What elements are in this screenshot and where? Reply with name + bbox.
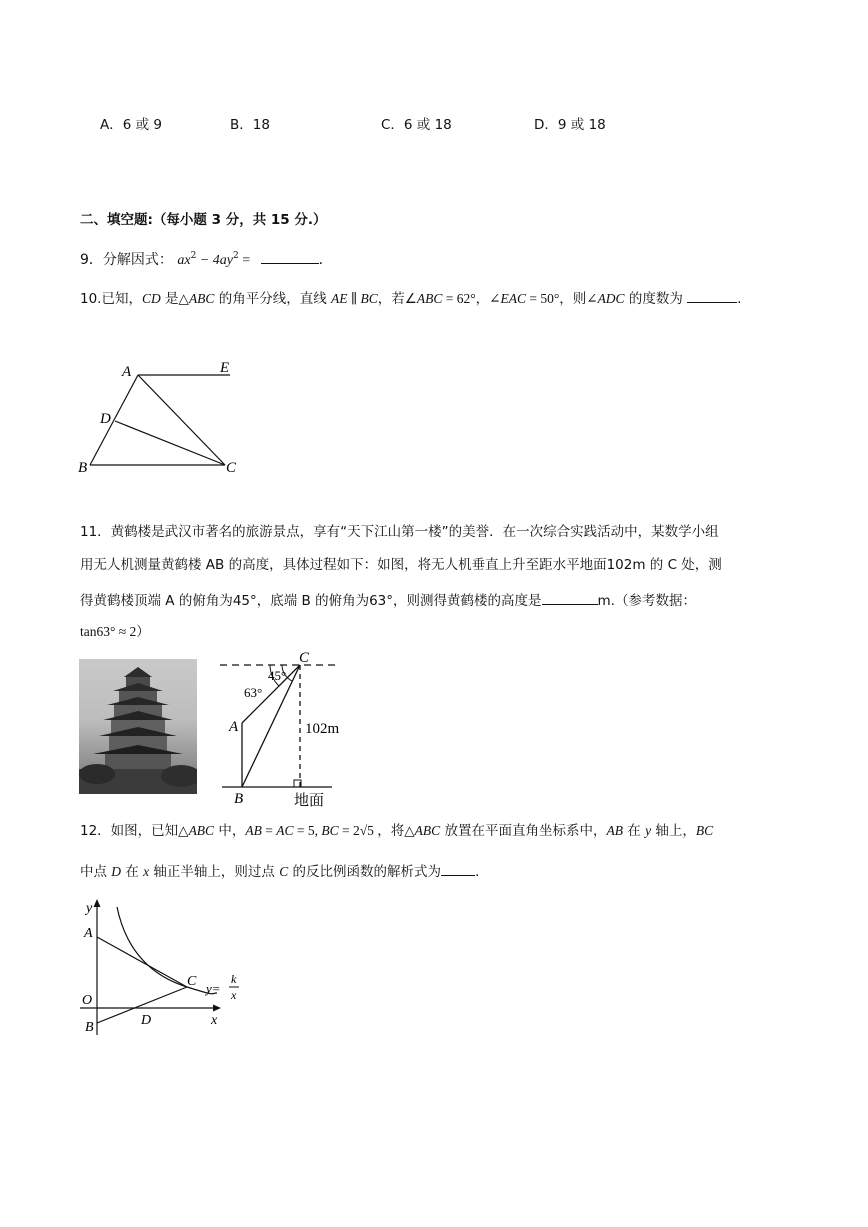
q12-l2-2: 在 <box>121 864 144 880</box>
triangle-figure <box>70 350 250 485</box>
tower-photo <box>79 659 197 794</box>
q12-line2 <box>80 863 479 880</box>
choice-c: C．6 或 18 <box>381 117 452 133</box>
y-axis-label: y <box>86 901 93 916</box>
q12-suffix: . <box>475 864 480 880</box>
q12-l1-15: BC <box>695 823 714 838</box>
function-k-label: k <box>231 972 237 986</box>
label-d: D <box>141 1013 152 1028</box>
q10-t7: BC <box>360 291 378 306</box>
line-ac <box>97 937 187 987</box>
label-a: A <box>84 926 93 941</box>
choice-d: D．9 或 18 <box>534 117 606 133</box>
answer-blank-11[interactable] <box>542 592 598 605</box>
x-axis-label: x <box>211 1013 218 1028</box>
q12-l2-6: 的反比例函数的解析式为 <box>288 864 442 880</box>
q12-l1-0: 12．如图，已知△ <box>80 823 189 839</box>
q10-t9: ABC <box>416 291 443 306</box>
ground-label: 地面 <box>294 793 325 809</box>
q12-l1-10: 放置在平面直角坐标系中， <box>440 823 607 839</box>
label-d: D <box>100 411 111 427</box>
question-10 <box>80 290 741 307</box>
q10-t3: ABC <box>188 291 215 306</box>
q12-line1 <box>80 823 713 839</box>
q12-l2-0: 中点 <box>80 864 112 880</box>
function-x-label: x <box>231 988 237 1002</box>
q12-l1-11: AB <box>606 823 623 838</box>
angle-63-label: 63° <box>244 685 263 700</box>
q10-t4: 的角平分线，直线 <box>214 291 332 307</box>
q12-l2-3: x <box>143 864 150 879</box>
q12-l1-13: y <box>645 823 652 838</box>
answer-blank-9[interactable] <box>261 251 319 264</box>
q10-t10: = 62°，∠ <box>442 291 501 306</box>
q10-t6: ∥ <box>347 291 361 306</box>
q10-t0: 10.已知， <box>80 291 142 307</box>
label-c: C <box>187 974 197 989</box>
q9-exp1: 2 <box>190 251 197 261</box>
q12-l1-2: 中， <box>214 823 246 839</box>
hyperbola-curve <box>117 907 217 994</box>
x-axis-arrow <box>213 1005 221 1012</box>
q12-l1-8: = 2√5 ，将△ <box>338 823 415 838</box>
label-c: C <box>299 650 310 666</box>
label-c: C <box>226 460 237 476</box>
angle-45-label: 45° <box>268 668 287 683</box>
tower-illustration <box>79 659 197 794</box>
q12-l1-12: 在 <box>622 823 646 839</box>
q12-l1-1: ABC <box>188 823 215 838</box>
label-a: A <box>229 719 239 735</box>
q10-t5: AE <box>331 291 348 306</box>
q9-prefix: 9．分解因式： <box>80 252 173 268</box>
label-a: A <box>122 364 132 380</box>
q9-expr-c: = <box>238 253 251 268</box>
y-axis-arrow <box>94 899 101 907</box>
q10-t8: ，若∠ <box>377 291 417 307</box>
label-o: O <box>82 993 93 1008</box>
q12-l1-14: 轴上， <box>651 823 696 839</box>
line-cb <box>242 665 300 787</box>
q9-expr-b: − 4ay <box>196 253 233 268</box>
line-ab <box>90 375 138 465</box>
q10-t11: EAC <box>500 291 526 306</box>
line-ac <box>138 375 225 465</box>
q12-l1-5: AC <box>276 823 294 838</box>
answer-blank-10[interactable] <box>687 290 737 303</box>
section-heading: 二、填空题:（每小题 3 分，共 15 分.） <box>80 212 327 228</box>
q11-line3-b: m.（参考数据： <box>597 593 696 609</box>
height-label: 102m <box>305 721 340 737</box>
label-b: B <box>85 1020 94 1035</box>
q10-t2: 是△ <box>160 291 189 307</box>
function-y-label: y= <box>206 981 221 996</box>
q10-t13: ADC <box>597 291 625 306</box>
answer-blank-12[interactable] <box>441 863 475 876</box>
q12-l2-1: D <box>111 864 122 879</box>
line-dc <box>115 421 225 465</box>
q12-l1-4: = <box>261 823 277 838</box>
q12-l1-9: ABC <box>414 823 441 838</box>
q9-expr-a: ax <box>177 253 191 268</box>
q11-line3-a: 得黄鹤楼顶端 A 的俯角为45°，底端 B 的俯角为63°，则测得黄鹤楼的高度是 <box>80 593 542 609</box>
q11-line3 <box>80 592 696 609</box>
label-e: E <box>220 360 230 376</box>
q12-l2-5: C <box>279 864 289 879</box>
q10-suffix: . <box>737 291 742 307</box>
choice-a: A．6 或 9 <box>100 117 162 133</box>
q10-t14: 的度数为 <box>624 291 683 307</box>
q9-exp2: 2 <box>233 251 239 261</box>
q12-l2-4: 轴正半轴上，则过点 <box>149 864 280 880</box>
coordinate-figure <box>75 895 250 1040</box>
question-9 <box>80 251 323 269</box>
choice-b: B．18 <box>230 117 270 133</box>
label-b: B <box>78 460 88 476</box>
q12-l1-7: BC <box>321 823 339 838</box>
q12-l1-6: = 5, <box>293 823 322 838</box>
q11-line4: tan63° ≈ 2） <box>80 624 150 639</box>
q10-t1: CD <box>141 291 161 306</box>
label-b: B <box>234 791 244 807</box>
drone-diagram <box>212 645 372 810</box>
q12-l1-3: AB <box>245 823 262 838</box>
q11-line1: 11．黄鹤楼是武汉市著名的旅游景点，享有“天下江山第一楼”的美誉．在一次综合实践活动中，某数学小组 <box>80 524 719 540</box>
q10-t12: = 50°，则∠ <box>525 291 598 306</box>
q11-line2: 用无人机测量黄鹤楼 AB 的高度，具体过程如下：如图，将无人机垂直上升至距水平地面102m 的 C 处，测 <box>80 557 722 573</box>
q9-suffix: . <box>318 252 324 268</box>
